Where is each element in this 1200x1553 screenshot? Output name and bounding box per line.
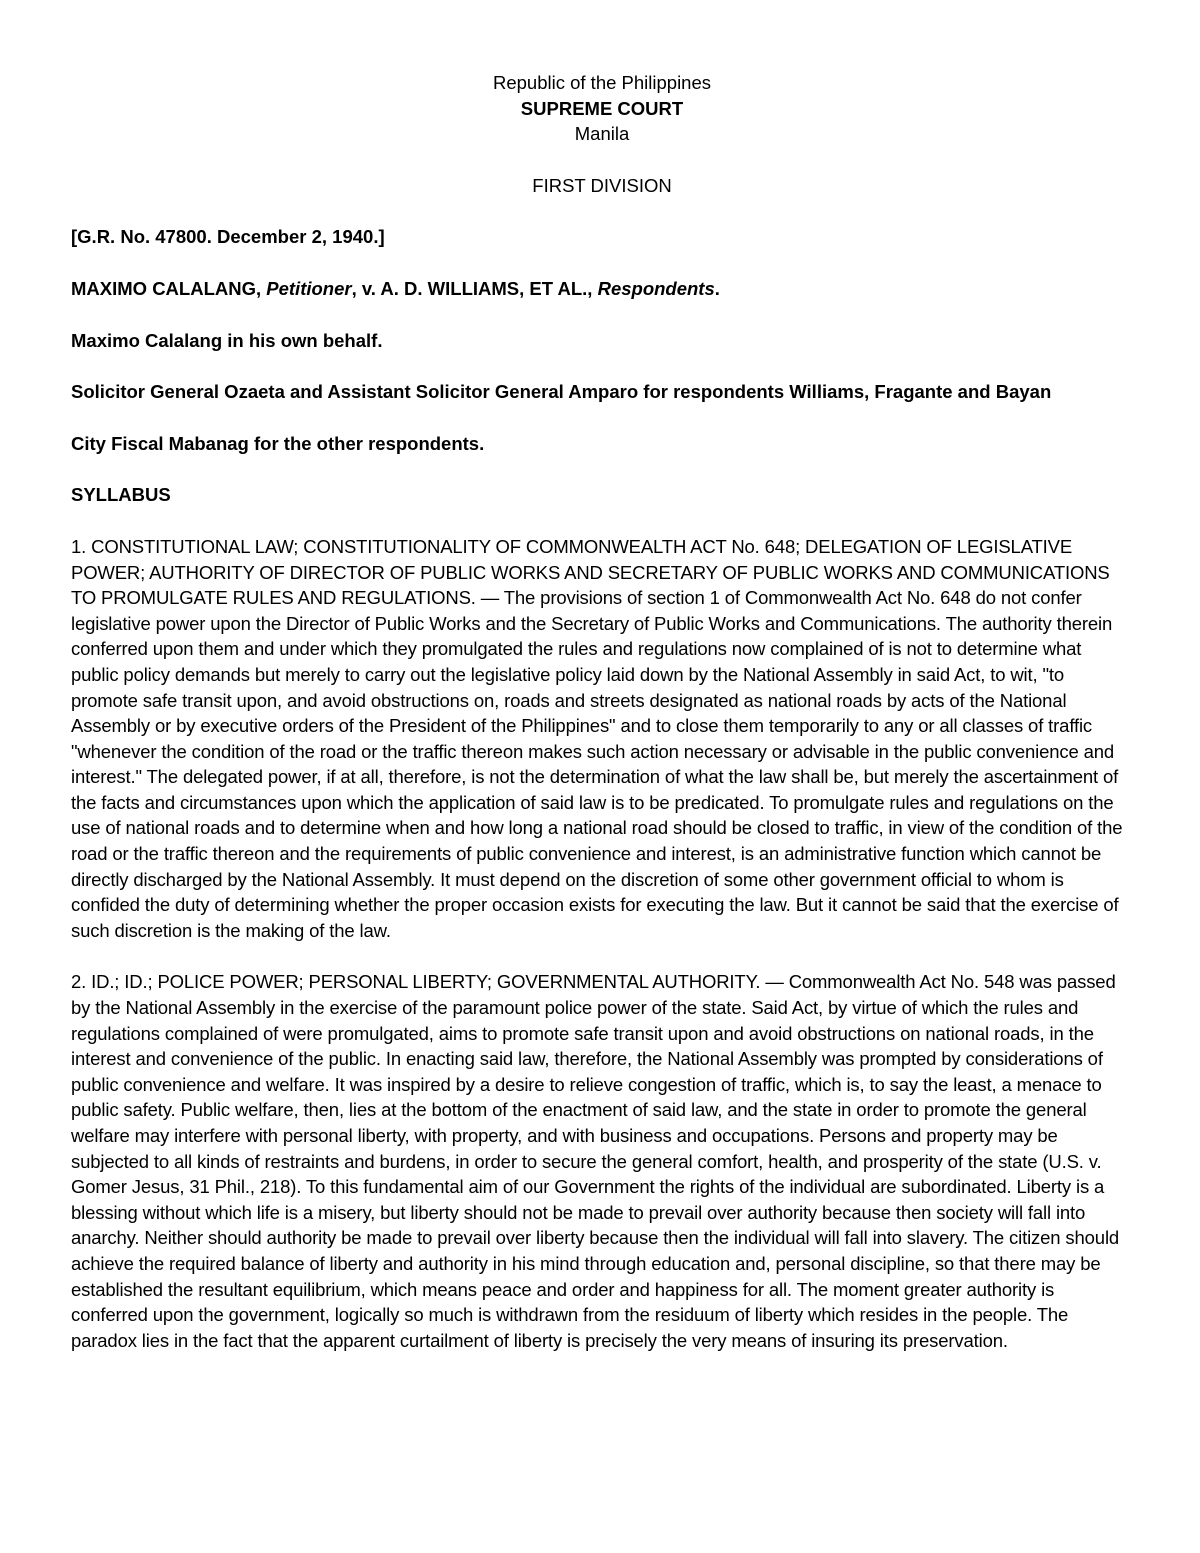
counsel-petitioner: Maximo Calalang in his own behalf. [71, 329, 383, 351]
syllabus-paragraph-2: 2. ID.; ID.; POLICE POWER; PERSONAL LIBERTY; GOVERNMENTAL AUTHORITY. — Commonwealth Act No. 548 was passed by the National Assembly in the exercise of the paramount police power of the state. Said Act, by virtue of which the rules and regulations complained of were promulgated, aims to promote safe transit upon and avoid obstructions on national roads, in the interest and convenience of the public. In enacting said law, therefore, the National Assembly was prompted by considerations of public convenience and welfare. It was inspired by a desire to relieve congestion of traffic, which is, to say the least, a menace to public safety. Public welfare, then, lies at the bottom of the enactment of said law, and the state in order to promote the general welfare may interfere with personal liberty, with property, and with business and occupations. Persons and property may be subjected to all kinds of restraints and burdens, in order to secure the general comfort, health, and prosperity of the state (U.S. v. Gomer Jesus, 31 Phil., 218). To this fundamental aim of our Government the rights of the individual are subordinated. Liberty is a blessing without which life is a misery, but liberty should not be made to prevail over authority because then society will fall into anarchy. Neither should authority be made to prevail over liberty because then the individual will fall into slavery. The citizen should achieve the required balance of liberty and authority in his mind through education and, personal discipline, so that there may be established the resultant equilibrium, which means peace and order and happiness for all. The moment greater authority is conferred upon the government, logically so much is withdrawn from the residuum of liberty which resides in the people. The paradox lies in the fact that the apparent curtailment of liberty is precisely the very means of insuring its preservation. [71, 971, 1120, 1351]
counsel-respondents-fiscal: City Fiscal Mabanag for the other respondents. [71, 432, 485, 454]
republic-line: Republic of the Philippines [492, 72, 712, 93]
versus-text: , v. A. D. WILLIAMS, ET AL., [351, 277, 598, 299]
respondent-role: Respondents [597, 277, 715, 299]
petitioner-role: Petitioner [266, 277, 352, 299]
document-page [71, 70, 1133, 1353]
court-city: Manila [574, 123, 630, 145]
division-line: FIRST DIVISION [532, 174, 672, 196]
syllabus-heading: SYLLABUS [71, 484, 171, 506]
case-title [71, 276, 1133, 302]
syllabus-paragraph-1: 1. CONSTITUTIONAL LAW; CONSTITUTIONALITY OF COMMONWEALTH ACT No. 648; DELEGATION OF LEGISLATIVE POWER; AUTHORITY OF DIRECTOR OF PUBLIC WORKS AND SECRETARY OF PUBLIC WORKS AND COMMUNICATIONS TO PROMULGATE RULES AND REGULATIONS. — The provisions of section 1 of Commonwealth Act No. 648 do not confer legislative power upon the Director of Public Works and the Secretary of Public Works and Communications. The authority therein conferred upon them and under which they promulgated the rules and regulations now complained of is not to determine what public policy demands but merely to carry out the legislative policy laid down by the National Assembly in said Act, to wit, "to promote safe transit upon, and avoid obstructions on, roads and streets designated as national roads by acts of the National Assembly or by executive orders of the President of the Philippines" and to close them temporarily to any or all classes of traffic "whenever the condition of the road or the traffic thereon makes such action necessary or advisable in the public convenience and interest." The delegated power, if at all, therefore, is not the determination of what the law shall be, but merely the ascertainment of the facts and circumstances upon which the application of said law is to be predicated. To promulgate rules and regulations on the use of national roads and to determine when and how long a national road should be closed to traffic, in view of the condition of the road or the traffic thereon and the requirements of public convenience and interest, is an administrative function which cannot be directly discharged by the National Assembly. It must depend on the discretion of some other government official to whom is confided the duty of determining whether the proper occasion exists for executing the law. But it cannot be said that the exercise of such discretion is the making of the law. [71, 535, 1123, 941]
court-name: SUPREME COURT [520, 97, 684, 119]
case-number: [G.R. No. 47800. December 2, 1940.] [71, 226, 385, 248]
title-period: . [714, 277, 720, 299]
petitioner-name: MAXIMO CALALANG, [71, 277, 267, 299]
counsel-respondents-solicitor: Solicitor General Ozaeta and Assistant Solicitor General Amparo for respondents Williams, Fragante and Bayan [71, 381, 1052, 403]
